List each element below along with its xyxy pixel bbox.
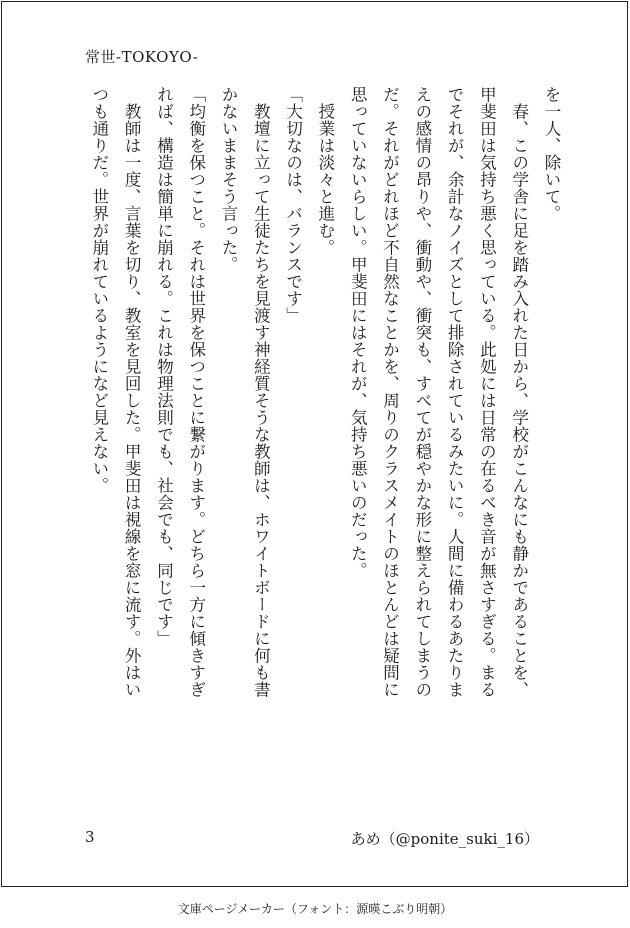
- text-line: 「大切なのは、バランスです」: [283, 86, 303, 324]
- author-credit: あめ（@ponite_suki_16）: [350, 830, 539, 848]
- text-line: れば、構造は簡単に崩れる。これは物理法則でも、社会でも、同じです」: [154, 86, 174, 647]
- page-number: 3: [85, 828, 95, 846]
- generator-credit: 文庫ページメーカー（フォント：源暎こぶり明朝）: [177, 902, 453, 916]
- text-line: えの感情の昂りや、衝動や、衝突も、すべてが穏やかな形に整えられてしまうの: [412, 86, 432, 698]
- text-line: 教壇に立って生徒たちを見渡す神経質そうな教師は、ホワイトボードに何も書: [251, 86, 271, 698]
- text-line: 春、この学舎に足を踏み入れた日から、学校がこんなにも静かであることを、: [509, 86, 529, 698]
- text-line: かないままそう言った。: [219, 86, 239, 273]
- vertical-body-text: [83, 86, 567, 786]
- text-line: 「均衡を保つこと。それは世界を保つことに繋がります。どちら一方に傾きすぎ: [186, 86, 206, 698]
- page-header-title: 常世-TOKOYO-: [85, 48, 199, 66]
- text-line: 思っていないらしい。甲斐田にはそれが、気持ち悪いのだった。: [348, 86, 368, 579]
- text-line: 甲斐田は気持ち悪く思っている。此処には日常の在るべき音が無さすぎる。まる: [477, 86, 497, 698]
- page-frame: [1, 1, 628, 887]
- text-line: でそれが、余計なノイズとして排除されているみたいに。人間に備わるあたりま: [445, 86, 465, 698]
- text-line: だ。それがどれほど不自然なことかを、周りのクラスメイトのほとんどは疑問に: [380, 86, 400, 698]
- text-line: つも通りだ。世界が崩れているようになど見えない。: [89, 86, 109, 494]
- text-line: を一人、除いて。: [542, 86, 561, 222]
- text-line: 授業は淡々と進む。: [315, 86, 335, 256]
- text-line: 教師は一度、言葉を切り、教室を見回した。甲斐田は視線を窓に流す。外はい: [122, 86, 142, 698]
